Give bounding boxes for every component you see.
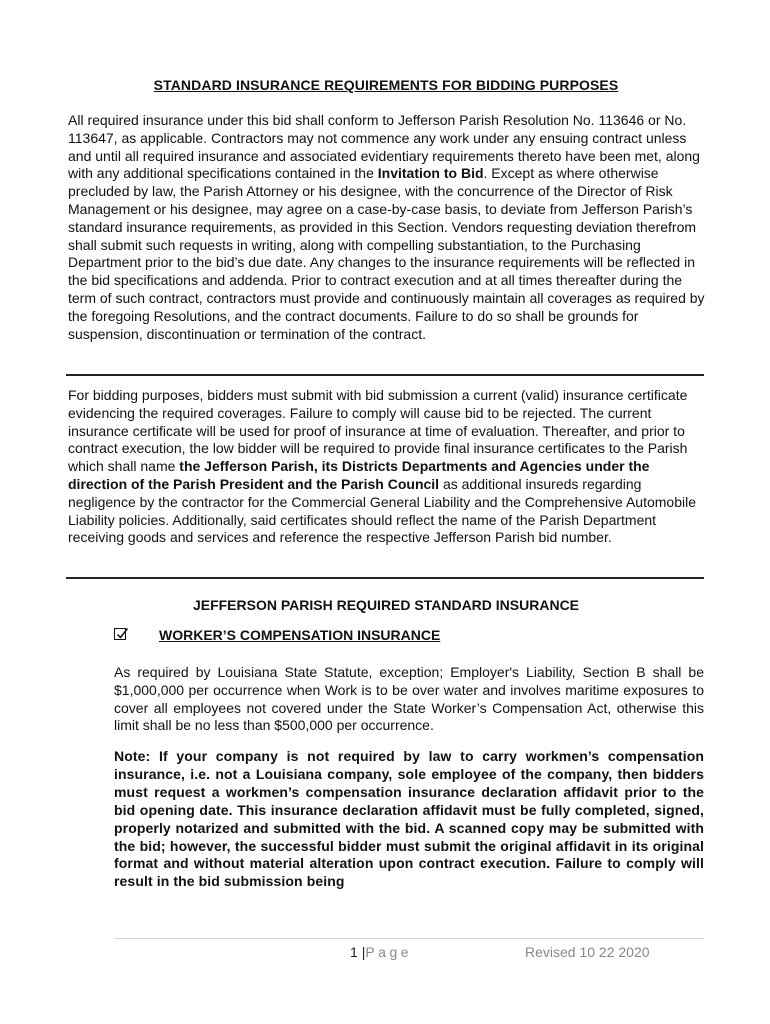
divider-bottom [66,577,704,579]
bidding-text-bold: the Jefferson Parish, its Districts Departments and Agencies under the direction of the Parish President and the Parish Council [68,458,650,492]
divider-top [66,374,704,376]
page-number: 1 [350,944,358,960]
page-label: Page [365,944,413,960]
intro-text-part1: All required insurance under this bid shall conform to Jefferson Parish Resolution No. 113646 or No. 113647, as applicable. Contractors may not commence any work under any ensuing contract unless and until all required insurance and associated evidentiary requirements thereto have been met, along with any additional specifications contained in the [68,112,700,182]
workers-comp-body: As required by Louisiana State Statute, exception; Employer's Liability, Section B shall be $1,000,000 per occurrence when Work is to be over water and involves maritime exposures to cover all employees not covered under the State Worker’s Compensation Act, otherwise this limit shall be no less than $500,000 per occurrence. [114,664,704,734]
document-title: STANDARD INSURANCE REQUIREMENTS FOR BIDDING PURPOSES [153,77,619,93]
bidding-paragraph [68,387,708,547]
checkmark-icon [115,627,129,641]
footer-revised: Revised 10 22 2020 [525,944,650,960]
footer-divider [114,938,704,939]
bidding-text-part2: as additional insureds regarding negligence by the contractor for the Commercial General Liability and the Comprehensive Automobile Liability policies. Additionally, said certificates should reflect the name of the Parish Department receiving goods and services and reference the respective Jefferson Parish bid number. [68,475,697,546]
checked-box-icon [114,628,126,640]
workers-comp-heading: WORKER’S COMPENSATION INSURANCE [159,627,441,643]
page-separator: | [361,944,366,960]
intro-paragraph [68,112,708,343]
section-heading: JEFFERSON PARISH REQUIRED STANDARD INSURANCE [192,597,580,613]
footer-page-number [350,944,412,960]
workers-comp-note: Note: If your company is not required by law to carry workmen’s compensation insurance, i.e. not a Louisiana company, sole employee of the company, then bidders must request a workmen’s compensation insurance declaration affidavit prior to the bid opening date. This insurance declaration affidavit must be fully completed, signed, properly notarized and submitted with the bid. A scanned copy may be submitted with the bid; however, the successful bidder must submit the original affidavit in its original format and without material alteration upon contract execution. Failure to comply will result in the bid submission being [114,748,704,890]
intro-text-part2: . Except as where otherwise precluded by law, the Parish Attorney or his designee, with the concurrence of the Director of Risk Management or his designee, may agree on a case-by-case basis, to deviate from Jefferson Parish’s standard insurance requirements, as provided in this Section. Vendors requesting deviation therefrom shall submit such requests in writing, along with compelling substantiation, to the Purchasing Department prior to the bid’s due date. Any changes to the insurance requirements will be reflected in the bid specifications and addenda. Prior to contract execution and at all times thereafter during the term of such contract, contractors must provide and continuously maintain all coverages as required by the foregoing Resolutions, and the contract documents. Failure to do so shall be grounds for suspension, discontinuation or termination of the contract. [68,165,705,342]
bidding-text-part1: For bidding purposes, bidders must submit with bid submission a current (valid) insurance certificate evidencing the required coverages. Failure to comply will cause bid to be rejected. The current insurance certificate will be used for proof of insurance at time of evaluation. Thereafter, and prior to contract execution, the low bidder will be required to provide final insurance certificates to the Parish which shall name [68,387,688,475]
intro-text-bold: Invitation to Bid [377,165,484,182]
